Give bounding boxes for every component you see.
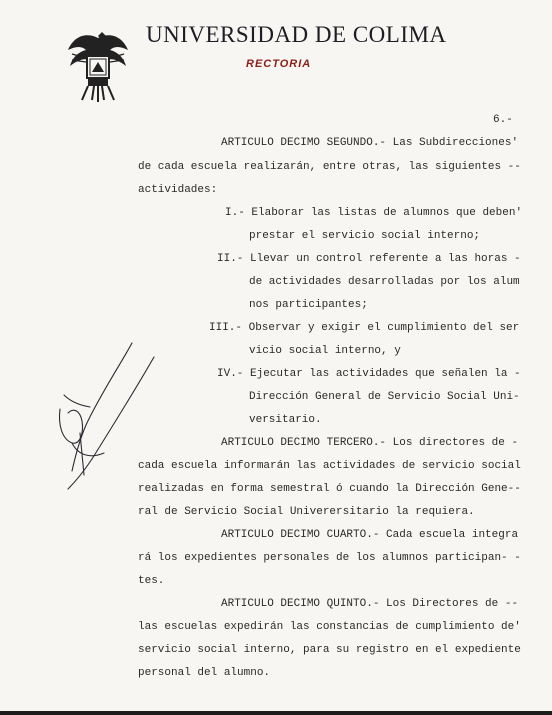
body-line: servicio social interno, para su registro en el expediente <box>138 644 521 656</box>
page-number: 6.- <box>493 114 513 126</box>
body-line: vicio social interno, y <box>249 345 401 357</box>
body-line: de actividades desarrolladas por los alum <box>249 276 520 288</box>
body-line: tes. <box>138 575 165 587</box>
body-line: las escuelas expedirán las constancias de cumplimiento de' <box>138 621 521 633</box>
body-line: nos participantes; <box>249 299 368 311</box>
page-bottom-edge <box>0 711 552 715</box>
body-line: personal del alumno. <box>138 667 271 679</box>
list-item-iv: IV.- Ejecutar las actividades que señalen la - <box>217 368 521 380</box>
body-line: de cada escuela realizarán, entre otras, las siguientes -- <box>138 161 521 173</box>
handwritten-signature <box>50 335 170 495</box>
body-line: prestar el servicio social interno; <box>249 230 481 242</box>
article-12-heading: ARTICULO DECIMO SEGUNDO.- Las Subdirecciones' <box>221 137 519 149</box>
list-item-i: I.- Elaborar las listas de alumnos que deben' <box>225 207 523 219</box>
body-line: Dirección General de Servicio Social Uni- <box>249 391 520 403</box>
body-line: ral de Servicio Social Univerersitario la requiera. <box>138 506 475 518</box>
department-label: RECTORIA <box>246 58 312 70</box>
body-line: realizadas en forma semestral ó cuando la Dirección Gene-- <box>138 483 521 495</box>
university-crest-logo <box>66 28 130 104</box>
article-15-heading: ARTICULO DECIMO QUINTO.- Los Directores de -- <box>221 598 519 610</box>
article-14-heading: ARTICULO DECIMO CUARTO.- Cada escuela integra <box>221 529 519 541</box>
university-title: UNIVERSIDAD DE COLIMA <box>146 22 447 47</box>
article-13-heading: ARTICULO DECIMO TERCERO.- Los directores de - <box>221 437 519 449</box>
body-line: actividades: <box>138 184 218 196</box>
body-line: versitario. <box>249 414 322 426</box>
body-line: rá los expedientes personales de los alumnos participan- - <box>138 552 521 564</box>
list-item-iii: III.- Observar y exigir el cumplimiento del ser <box>209 322 520 334</box>
list-item-ii: II.- Llevar un control referente a las horas - <box>217 253 521 265</box>
body-line: cada escuela informarán las actividades de servicio social <box>138 460 521 472</box>
